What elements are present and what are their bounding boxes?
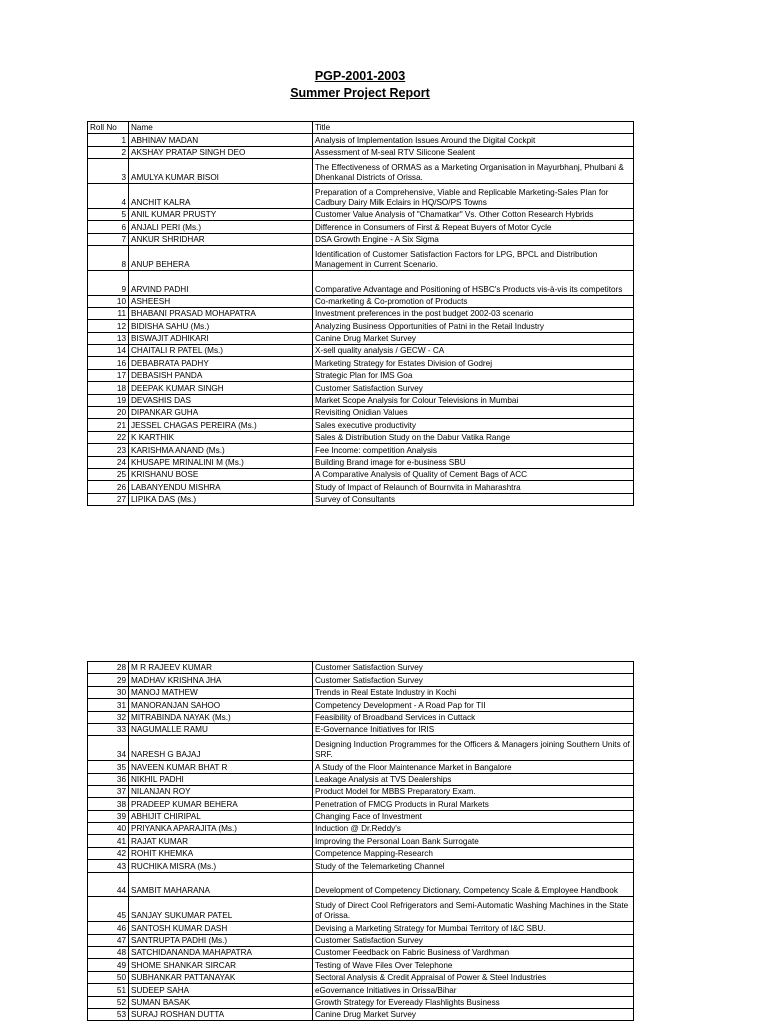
project-title-cell: Canine Drug Market Survey xyxy=(313,332,634,344)
project-title-cell: Development of Competency Dictionary, Competency Scale & Employee Handbook xyxy=(313,872,634,897)
column-header-title: Title xyxy=(313,122,634,134)
student-name-cell: SUDEEP SAHA xyxy=(129,984,313,996)
project-title-cell: Sales & Distribution Study on the Dabur Vatika Range xyxy=(313,431,634,443)
student-name-cell: BHABANI PRASAD MOHAPATRA xyxy=(129,307,313,319)
roll-no-cell: 53 xyxy=(88,1008,129,1020)
student-name-cell: ANJALI PERI (Ms.) xyxy=(129,221,313,233)
roll-no-cell: 44 xyxy=(88,872,129,897)
project-title-cell: Testing of Wave Files Over Telephone xyxy=(313,959,634,971)
student-name-cell: SATCHIDANANDA MAHAPATRA xyxy=(129,947,313,959)
roll-no-cell: 26 xyxy=(88,481,129,493)
table-row xyxy=(88,773,634,785)
document-subtitle: Summer Project Report xyxy=(290,86,430,100)
table-row xyxy=(88,183,634,208)
student-name-cell: NIKHIL PADHI xyxy=(129,773,313,785)
project-title-cell: Identification of Customer Satisfaction Factors for LPG, BPCL and Distribution Management in Current Scenario. xyxy=(313,245,634,270)
table-row xyxy=(88,922,634,934)
roll-no-cell: 31 xyxy=(88,699,129,711)
roll-no-cell: 48 xyxy=(88,947,129,959)
project-title-cell: Customer Satisfaction Survey xyxy=(313,662,634,674)
student-name-cell: JESSEL CHAGAS PEREIRA (Ms.) xyxy=(129,419,313,431)
roll-no-cell: 38 xyxy=(88,798,129,810)
table-row xyxy=(88,810,634,822)
table-row xyxy=(88,369,634,381)
project-table-1 xyxy=(87,121,634,506)
roll-no-cell: 3 xyxy=(88,159,129,184)
student-name-cell: ASHEESH xyxy=(129,295,313,307)
roll-no-cell: 35 xyxy=(88,761,129,773)
project-title-cell: Study of Direct Cool Refrigerators and Semi-Automatic Washing Machines in the State of Orissa. xyxy=(313,897,634,922)
roll-no-cell: 8 xyxy=(88,245,129,270)
student-name-cell: LABANYENDU MISHRA xyxy=(129,481,313,493)
student-name-cell: NAVEEN KUMAR BHAT R xyxy=(129,761,313,773)
roll-no-cell: 50 xyxy=(88,971,129,983)
roll-no-cell: 9 xyxy=(88,270,129,295)
table-row xyxy=(88,245,634,270)
roll-no-cell: 22 xyxy=(88,431,129,443)
table-row xyxy=(88,1008,634,1020)
table-row xyxy=(88,723,634,735)
project-title-cell: Analysis of Implementation Issues Around the Digital Cockpit xyxy=(313,134,634,146)
roll-no-cell: 41 xyxy=(88,835,129,847)
table-row xyxy=(88,444,634,456)
table-row xyxy=(88,823,634,835)
student-name-cell: ARVIND PADHI xyxy=(129,270,313,295)
table-row xyxy=(88,493,634,505)
roll-no-cell: 37 xyxy=(88,785,129,797)
table-row xyxy=(88,761,634,773)
project-title-cell: Growth Strategy for Eveready Flashlights Business xyxy=(313,996,634,1008)
project-title-cell: Changing Face of Investment xyxy=(313,810,634,822)
table-row xyxy=(88,270,634,295)
table-row xyxy=(88,996,634,1008)
roll-no-cell: 30 xyxy=(88,686,129,698)
roll-no-cell: 52 xyxy=(88,996,129,1008)
table-row xyxy=(88,662,634,674)
roll-no-cell: 10 xyxy=(88,295,129,307)
student-name-cell: MITRABINDA NAYAK (Ms.) xyxy=(129,711,313,723)
student-name-cell: ABHINAV MADAN xyxy=(129,134,313,146)
roll-no-cell: 42 xyxy=(88,847,129,859)
roll-no-cell: 5 xyxy=(88,208,129,220)
document-title: PGP-2001-2003 xyxy=(314,69,406,83)
roll-no-cell: 29 xyxy=(88,674,129,686)
project-title-cell: A Study of the Floor Maintenance Market in Bangalore xyxy=(313,761,634,773)
roll-no-cell: 45 xyxy=(88,897,129,922)
student-name-cell: ANKUR SHRIDHAR xyxy=(129,233,313,245)
table-row xyxy=(88,307,634,319)
student-name-cell: DIPANKAR GUHA xyxy=(129,407,313,419)
roll-no-cell: 19 xyxy=(88,394,129,406)
table-row xyxy=(88,711,634,723)
table-row xyxy=(88,456,634,468)
roll-no-cell: 51 xyxy=(88,984,129,996)
table-row xyxy=(88,394,634,406)
project-title-cell: Sectoral Analysis & Credit Appraisal of Power & Steel Industries xyxy=(313,971,634,983)
roll-no-cell: 49 xyxy=(88,959,129,971)
table-row xyxy=(88,134,634,146)
table-row xyxy=(88,699,634,711)
project-title-cell: Designing Induction Programmes for the Officers & Managers joining Southern Units of SRF. xyxy=(313,736,634,761)
roll-no-cell: 18 xyxy=(88,382,129,394)
table-row xyxy=(88,419,634,431)
table-row xyxy=(88,221,634,233)
student-name-cell: DEBABRATA PADHY xyxy=(129,357,313,369)
project-title-cell: Fee Income: competition Analysis xyxy=(313,444,634,456)
table-row xyxy=(88,971,634,983)
student-name-cell: M R RAJEEV KUMAR xyxy=(129,662,313,674)
roll-no-cell: 46 xyxy=(88,922,129,934)
student-name-cell: AKSHAY PRATAP SINGH DEO xyxy=(129,146,313,158)
roll-no-cell: 34 xyxy=(88,736,129,761)
roll-no-cell: 36 xyxy=(88,773,129,785)
roll-no-cell: 13 xyxy=(88,332,129,344)
column-header-name: Name xyxy=(129,122,313,134)
table-row xyxy=(88,847,634,859)
project-title-cell: The Effectiveness of ORMAS as a Marketing Organisation in Mayurbhanj, Phulbani & Dhenkanal Districts of Orissa. xyxy=(313,159,634,184)
roll-no-cell: 1 xyxy=(88,134,129,146)
student-name-cell: MANOJ MATHEW xyxy=(129,686,313,698)
project-title-cell: Study of the Telemarketing Channel xyxy=(313,860,634,872)
student-name-cell: SANTOSH KUMAR DASH xyxy=(129,922,313,934)
project-title-cell: Revisiting Onidian Values xyxy=(313,407,634,419)
roll-no-cell: 43 xyxy=(88,860,129,872)
table-row xyxy=(88,146,634,158)
student-name-cell: RUCHIKA MISRA (Ms.) xyxy=(129,860,313,872)
student-name-cell: BISWAJIT ADHIKARI xyxy=(129,332,313,344)
roll-no-cell: 33 xyxy=(88,723,129,735)
project-title-cell: Canine Drug Market Survey xyxy=(313,1008,634,1020)
project-title-cell: Competency Development - A Road Pap for TII xyxy=(313,699,634,711)
table-row xyxy=(88,357,634,369)
roll-no-cell: 20 xyxy=(88,407,129,419)
roll-no-cell: 14 xyxy=(88,345,129,357)
project-title-cell: A Comparative Analysis of Quality of Cement Bags of ACC xyxy=(313,469,634,481)
table-row xyxy=(88,835,634,847)
project-title-cell: Difference in Consumers of First & Repeat Buyers of Motor Cycle xyxy=(313,221,634,233)
roll-no-cell: 27 xyxy=(88,493,129,505)
project-title-cell: X-sell quality analysis / GECW - CA xyxy=(313,345,634,357)
column-header-roll-no: Roll No xyxy=(88,122,129,134)
student-name-cell: SANJAY SUKUMAR PATEL xyxy=(129,897,313,922)
student-name-cell: NILANJAN ROY xyxy=(129,785,313,797)
student-name-cell: ANUP BEHERA xyxy=(129,245,313,270)
student-name-cell: KRISHANU BOSE xyxy=(129,469,313,481)
table-row xyxy=(88,934,634,946)
project-title-cell: DSA Growth Engine - A Six Sigma xyxy=(313,233,634,245)
project-title-cell: E-Governance Initiatives for IRIS xyxy=(313,723,634,735)
student-name-cell: PRADEEP KUMAR BEHERA xyxy=(129,798,313,810)
project-title-cell: Investment preferences in the post budget 2002-03 scenario xyxy=(313,307,634,319)
roll-no-cell: 6 xyxy=(88,221,129,233)
student-name-cell: SUMAN BASAK xyxy=(129,996,313,1008)
project-title-cell: Co-marketing & Co-promotion of Products xyxy=(313,295,634,307)
table-row xyxy=(88,959,634,971)
student-name-cell: AMULYA KUMAR BISOI xyxy=(129,159,313,184)
project-title-cell: Preparation of a Comprehensive, Viable and Replicable Marketing-Sales Plan for Cadbury Dairy Milk Eclairs in HQ/SO/PS Towns xyxy=(313,183,634,208)
student-name-cell: DEBASISH PANDA xyxy=(129,369,313,381)
project-title-cell: Analyzing Business Opportunities of Patni in the Retail Industry xyxy=(313,320,634,332)
project-title-cell: Building Brand image for e-business SBU xyxy=(313,456,634,468)
student-name-cell: DEEPAK KUMAR SINGH xyxy=(129,382,313,394)
roll-no-cell: 21 xyxy=(88,419,129,431)
table-row xyxy=(88,798,634,810)
roll-no-cell: 24 xyxy=(88,456,129,468)
table-header-row xyxy=(88,122,634,134)
project-title-cell: Devising a Marketing Strategy for Mumbai Territory of I&C SBU. xyxy=(313,922,634,934)
project-title-cell: Comparative Advantage and Positioning of HSBC's Products vis-à-vis its competitors xyxy=(313,270,634,295)
roll-no-cell: 47 xyxy=(88,934,129,946)
table-row xyxy=(88,897,634,922)
student-name-cell: DEVASHIS DAS xyxy=(129,394,313,406)
student-name-cell: PRIYANKA APARAJITA (Ms.) xyxy=(129,823,313,835)
student-name-cell: BIDISHA SAHU (Ms.) xyxy=(129,320,313,332)
project-title-cell: Assessment of M-seal RTV Silicone Sealent xyxy=(313,146,634,158)
project-title-cell: Study of Impact of Relaunch of Bournvita in Maharashtra xyxy=(313,481,634,493)
project-title-cell: Customer Value Analysis of "Chamatkar" Vs. Other Cotton Research Hybrids xyxy=(313,208,634,220)
project-title-cell: Feasibility of Broadband Services in Cuttack xyxy=(313,711,634,723)
project-title-cell: Penetration of FMCG Products in Rural Markets xyxy=(313,798,634,810)
table-row xyxy=(88,481,634,493)
project-title-cell: Marketing Strategy for Estates Division of Godrej xyxy=(313,357,634,369)
table-row xyxy=(88,736,634,761)
student-name-cell: NAGUMALLE RAMU xyxy=(129,723,313,735)
student-name-cell: RAJAT KUMAR xyxy=(129,835,313,847)
project-title-cell: Induction @ Dr.Reddy's xyxy=(313,823,634,835)
project-title-cell: eGovernance Initiatives in Orissa/Bihar xyxy=(313,984,634,996)
student-name-cell: SAMBIT MAHARANA xyxy=(129,872,313,897)
table-row xyxy=(88,382,634,394)
student-name-cell: ABHIJIT CHIRIPAL xyxy=(129,810,313,822)
table-row xyxy=(88,332,634,344)
roll-no-cell: 28 xyxy=(88,662,129,674)
roll-no-cell: 32 xyxy=(88,711,129,723)
project-title-cell: Customer Feedback on Fabric Business of Vardhman xyxy=(313,947,634,959)
student-name-cell: ROHIT KHEMKA xyxy=(129,847,313,859)
student-name-cell: K KARTHIK xyxy=(129,431,313,443)
roll-no-cell: 12 xyxy=(88,320,129,332)
table-row xyxy=(88,984,634,996)
table-row xyxy=(88,233,634,245)
project-title-cell: Market Scope Analysis for Colour Televisions in Mumbai xyxy=(313,394,634,406)
student-name-cell: KARISHMA ANAND (Ms.) xyxy=(129,444,313,456)
roll-no-cell: 40 xyxy=(88,823,129,835)
roll-no-cell: 7 xyxy=(88,233,129,245)
student-name-cell: ANCHIT KALRA xyxy=(129,183,313,208)
table-row xyxy=(88,686,634,698)
table-row xyxy=(88,159,634,184)
student-name-cell: MANORANJAN SAHOO xyxy=(129,699,313,711)
table-row xyxy=(88,295,634,307)
student-name-cell: SURAJ ROSHAN DUTTA xyxy=(129,1008,313,1020)
project-table-2 xyxy=(87,661,634,1021)
student-name-cell: ANIL KUMAR PRUSTY xyxy=(129,208,313,220)
project-title-cell: Customer Satisfaction Survey xyxy=(313,674,634,686)
table-row xyxy=(88,320,634,332)
student-name-cell: SUBHANKAR PATTANAYAK xyxy=(129,971,313,983)
project-title-cell: Leakage Analysis at TVS Dealerships xyxy=(313,773,634,785)
project-title-cell: Customer Satisfaction Survey xyxy=(313,382,634,394)
table-row xyxy=(88,674,634,686)
table-row xyxy=(88,407,634,419)
roll-no-cell: 4 xyxy=(88,183,129,208)
table-row xyxy=(88,947,634,959)
table-row xyxy=(88,345,634,357)
roll-no-cell: 23 xyxy=(88,444,129,456)
table-row xyxy=(88,469,634,481)
project-title-cell: Competence Mapping-Research xyxy=(313,847,634,859)
roll-no-cell: 17 xyxy=(88,369,129,381)
table-row xyxy=(88,785,634,797)
project-title-cell: Survey of Consultants xyxy=(313,493,634,505)
student-name-cell: SHOME SHANKAR SIRCAR xyxy=(129,959,313,971)
student-name-cell: KHUSAPE MRINALINI M (Ms.) xyxy=(129,456,313,468)
table-row xyxy=(88,431,634,443)
roll-no-cell: 16 xyxy=(88,357,129,369)
project-title-cell: Customer Satisfaction Survey xyxy=(313,934,634,946)
project-title-cell: Improving the Personal Loan Bank Surrogate xyxy=(313,835,634,847)
student-name-cell: SANTRUPTA PADHI (Ms.) xyxy=(129,934,313,946)
table-row xyxy=(88,208,634,220)
roll-no-cell: 39 xyxy=(88,810,129,822)
table-row xyxy=(88,860,634,872)
roll-no-cell: 11 xyxy=(88,307,129,319)
project-title-cell: Product Model for MBBS Preparatory Exam. xyxy=(313,785,634,797)
project-title-cell: Sales executive productivity xyxy=(313,419,634,431)
student-name-cell: NARESH G BAJAJ xyxy=(129,736,313,761)
table-row xyxy=(88,872,634,897)
student-name-cell: CHAITALI R PATEL (Ms.) xyxy=(129,345,313,357)
student-name-cell: MADHAV KRISHNA JHA xyxy=(129,674,313,686)
roll-no-cell: 2 xyxy=(88,146,129,158)
project-title-cell: Strategic Plan for IMS Goa xyxy=(313,369,634,381)
roll-no-cell: 25 xyxy=(88,469,129,481)
student-name-cell: LIPIKA DAS (Ms.) xyxy=(129,493,313,505)
project-title-cell: Trends in Real Estate Industry in Kochi xyxy=(313,686,634,698)
